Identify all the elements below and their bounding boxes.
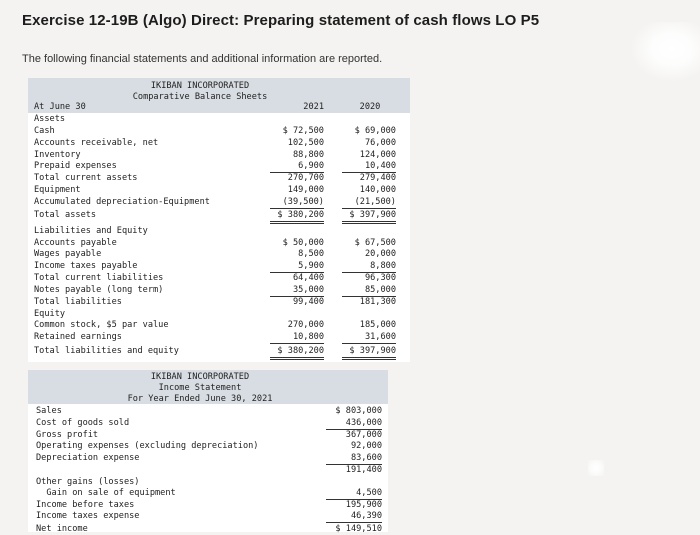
balance-row-label: Income taxes payable: [34, 261, 138, 271]
balance-heading: Comparative Balance Sheets: [132, 92, 268, 102]
balance-row-label: Assets: [34, 114, 66, 124]
balance-row-label: Cash: [34, 126, 55, 136]
income-row-label: Net income: [36, 524, 88, 534]
balance-row-2020: 185,000: [359, 320, 396, 330]
balance-row-label: Equipment: [34, 185, 81, 195]
balance-row-2021: 35,000: [270, 285, 324, 297]
income-row-label: Income taxes expense: [36, 511, 140, 521]
balance-date-label: At June 30: [34, 102, 86, 112]
balance-row-2021: $ 380,200: [270, 346, 324, 360]
balance-row-2020: 10,400: [342, 161, 396, 173]
balance-row-label: Total current assets: [34, 173, 138, 183]
balance-row-2021: 64,400: [292, 273, 324, 283]
page-title: Exercise 12-19B (Algo) Direct: Preparing statement of cash flows LO P5: [22, 12, 540, 29]
balance-row-2020: $ 67,500: [354, 238, 396, 248]
balance-row-2020: 76,000: [364, 138, 396, 148]
balance-row-2020: 20,000: [364, 249, 396, 259]
balance-row-label: Total assets: [34, 210, 97, 220]
income-row-label: Operating expenses (excluding depreciation): [36, 441, 259, 451]
income-row-value: 83,600: [326, 453, 382, 465]
balance-row-label: Accounts payable: [34, 238, 117, 248]
balance-row-label: Accumulated depreciation-Equipment: [34, 197, 210, 207]
income-row-value: 195,900: [345, 500, 382, 510]
income-row-value: 367,000: [345, 430, 382, 440]
income-row-label: Gain on sale of equipment: [36, 488, 176, 498]
light-glare-small: [588, 460, 604, 476]
income-row-value: 92,000: [350, 441, 382, 451]
income-row-label: Depreciation expense: [36, 453, 140, 463]
balance-row-2020: 181,300: [359, 297, 396, 307]
balance-company: IKIBAN INCORPORATED: [150, 81, 250, 91]
balance-row-2021: $ 50,000: [282, 238, 324, 248]
balance-row-2020: 96,300: [364, 273, 396, 283]
balance-row-2021: 10,800: [270, 332, 324, 344]
balance-row-2020: $ 397,900: [342, 210, 396, 224]
balance-row-label: Accounts receivable, net: [34, 138, 159, 148]
income-company: IKIBAN INCORPORATED: [150, 372, 250, 382]
balance-row-2020: 85,000: [342, 285, 396, 297]
income-row-value: 46,390: [326, 511, 382, 523]
balance-row-2021: 102,500: [287, 138, 324, 148]
balance-row-2021: 88,800: [292, 150, 324, 160]
income-heading: Income Statement: [158, 383, 242, 393]
income-row-value: 4,500: [326, 488, 382, 500]
income-row-value: $ 803,000: [335, 406, 382, 416]
balance-row-2020: (21,500): [342, 197, 396, 209]
balance-row-label: Total liabilities: [34, 297, 122, 307]
income-row-label: Income before taxes: [36, 500, 135, 510]
balance-row-label: Retained earnings: [34, 332, 122, 342]
balance-row-label: Liabilities and Equity: [34, 226, 148, 236]
balance-row-2021: 5,900: [270, 261, 324, 273]
income-period: For Year Ended June 30, 2021: [127, 394, 273, 404]
balance-row-2021: $ 380,200: [270, 210, 324, 224]
balance-row-2021: 99,400: [292, 297, 324, 307]
intro-text: The following financial statements and additional information are reported.: [22, 53, 383, 65]
balance-row-2021: 6,900: [270, 161, 324, 173]
balance-row-label: Wages payable: [34, 249, 102, 259]
balance-row-2021: 270,700: [287, 173, 324, 183]
balance-row-2021: 149,000: [287, 185, 324, 195]
balance-row-label: Prepaid expenses: [34, 161, 117, 171]
balance-row-label: Notes payable (long term): [34, 285, 164, 295]
balance-row-label: Total liabilities and equity: [34, 346, 179, 356]
balance-row-2021: 270,000: [287, 320, 324, 330]
balance-row-2020: 140,000: [359, 185, 396, 195]
income-row-value: $ 149,510: [335, 524, 382, 534]
balance-col-2020: 2020: [359, 102, 381, 112]
balance-row-2020: 31,600: [342, 332, 396, 344]
balance-row-label: Total current liabilities: [34, 273, 164, 283]
balance-row-2021: $ 72,500: [282, 126, 324, 136]
income-row-label: Gross profit: [36, 430, 99, 440]
balance-row-label: Inventory: [34, 150, 81, 160]
balance-col-2021: 2021: [303, 102, 324, 112]
income-row-label: Cost of goods sold: [36, 418, 130, 428]
income-row-value: 191,400: [345, 465, 382, 475]
balance-row-2021: 8,500: [298, 249, 324, 259]
balance-row-2020: 8,800: [342, 261, 396, 273]
balance-row-label: Common stock, $5 par value: [34, 320, 169, 330]
light-glare: [630, 22, 700, 82]
balance-row-2020: 279,400: [359, 173, 396, 183]
balance-row-label: Equity: [34, 309, 66, 319]
income-row-label: Other gains (losses): [36, 477, 140, 487]
income-row-label: Sales: [36, 406, 62, 416]
balance-row-2020: $ 69,000: [354, 126, 396, 136]
balance-row-2020: $ 397,900: [342, 346, 396, 360]
balance-row-2020: 124,000: [359, 150, 396, 160]
balance-row-2021: (39,500): [270, 197, 324, 209]
income-row-value: 436,000: [326, 418, 382, 430]
